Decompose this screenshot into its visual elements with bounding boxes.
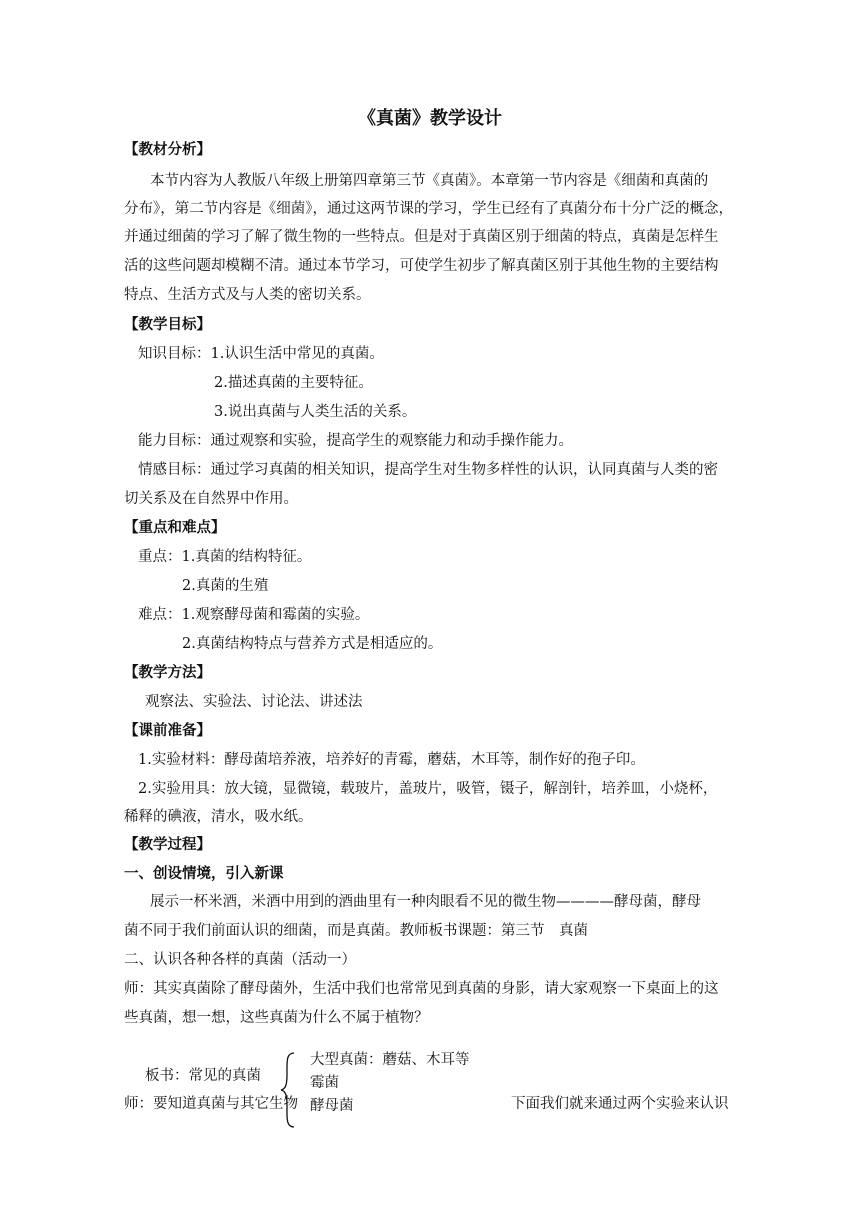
preparation-line: 1.实验材料：酵母菌培养液，培养好的青霉，蘑菇，木耳等，制作好的孢子印。 xyxy=(138,752,645,768)
preparation-line: 稀释的碘液，清水，吸水纸。 xyxy=(124,809,313,825)
objective-line: 能力目标：通过观察和实验，提高学生的观察能力和动手操作能力。 xyxy=(138,433,573,449)
objective-line: 切关系及在自然界中作用。 xyxy=(124,491,298,507)
paragraph-line: 特点、生活方式及与人类的密切关系。 xyxy=(124,287,371,303)
section-heading-materials: 【教材分析】 xyxy=(124,142,211,158)
text-occluder xyxy=(360,1090,515,1116)
curly-brace-icon xyxy=(280,1052,296,1128)
objective-line: 知识目标：1.认识生活中常见的真菌。 xyxy=(138,346,384,362)
paragraph-line: 本节内容为人教版八年级上册第四章第三节《真菌》。本章第一节内容是《细菌和真菌的 xyxy=(150,173,709,189)
section-heading-preparation: 【课前准备】 xyxy=(124,723,211,739)
keypoint-line: 难点：1.观察酵母菌和霉菌的实验。 xyxy=(138,607,370,623)
paragraph-line: 展示一杯米酒，米酒中用到的酒曲里有一种肉眼看不见的微生物————酵母菌，酵母 xyxy=(150,894,701,910)
board-item: 霉菌 xyxy=(310,1075,339,1091)
paragraph-line: 些真菌，想一想，这些真菌为什么不属于植物？ xyxy=(124,1010,429,1026)
preparation-line: 2.实验用具：放大镜，显微镜，载玻片，盖玻片，吸管，镊子，解剖针，培养皿，小烧杯， xyxy=(138,781,718,797)
process-subheading: 二、认识各种各样的真菌（活动一） xyxy=(124,952,356,968)
keypoint-line: 重点：1.真菌的结构特征。 xyxy=(138,549,312,565)
paragraph-line: 并通过细菌的学习了解了微生物的一些特点。但是对于真菌区别于细菌的特点，真菌是怎样生 xyxy=(124,229,719,245)
section-heading-objectives: 【教学目标】 xyxy=(124,317,211,333)
objective-line: 情感目标：通过学习真菌的相关知识，提高学生对生物多样性的认识，认同真菌与人类的密 xyxy=(138,462,718,478)
paragraph-line: 活的这些问题却模糊不清。通过本节学习，可使学生初步了解真菌区别于其他生物的主要结构 xyxy=(124,258,719,274)
section-heading-process: 【教学过程】 xyxy=(124,837,211,853)
board-item: 大型真菌：蘑菇、木耳等 xyxy=(310,1052,470,1068)
objective-line: 2.描述真菌的主要特征。 xyxy=(214,375,373,391)
board-label: 板书：常见的真菌 xyxy=(145,1068,261,1084)
board-item: 酵母菌 xyxy=(310,1098,354,1114)
paragraph-line: 分布》，第二节内容是《细菌》，通过这两节课的学习，学生已经有了真菌分布十分广泛的概念， xyxy=(124,201,733,217)
section-heading-methods: 【教学方法】 xyxy=(124,665,211,681)
paragraph-line: 下面我们就来通过两个实验来认识 xyxy=(511,1096,729,1112)
keypoint-line: 2.真菌结构特点与营养方式是相适应的。 xyxy=(182,636,443,652)
paragraph-line: 师：其实真菌除了酵母菌外，生活中我们也常常见到真菌的身影，请大家观察一下桌面上的这 xyxy=(124,981,719,997)
paragraph-line: 菌不同于我们前面认识的细菌，而是真菌。教师板书课题：第三节 真菌 xyxy=(124,923,588,939)
objective-line: 3.说出真菌与人类生活的关系。 xyxy=(214,404,417,420)
process-subheading: 一、创设情境，引入新课 xyxy=(124,866,284,882)
paragraph-line: 师：要知道真菌与其它生物 xyxy=(124,1096,298,1112)
methods-line: 观察法、实验法、讨论法、讲述法 xyxy=(145,694,363,710)
document-title: 《真菌》教学设计 xyxy=(358,108,502,129)
keypoint-line: 2.真菌的生殖 xyxy=(182,578,269,594)
section-heading-keypoints: 【重点和难点】 xyxy=(124,520,226,536)
